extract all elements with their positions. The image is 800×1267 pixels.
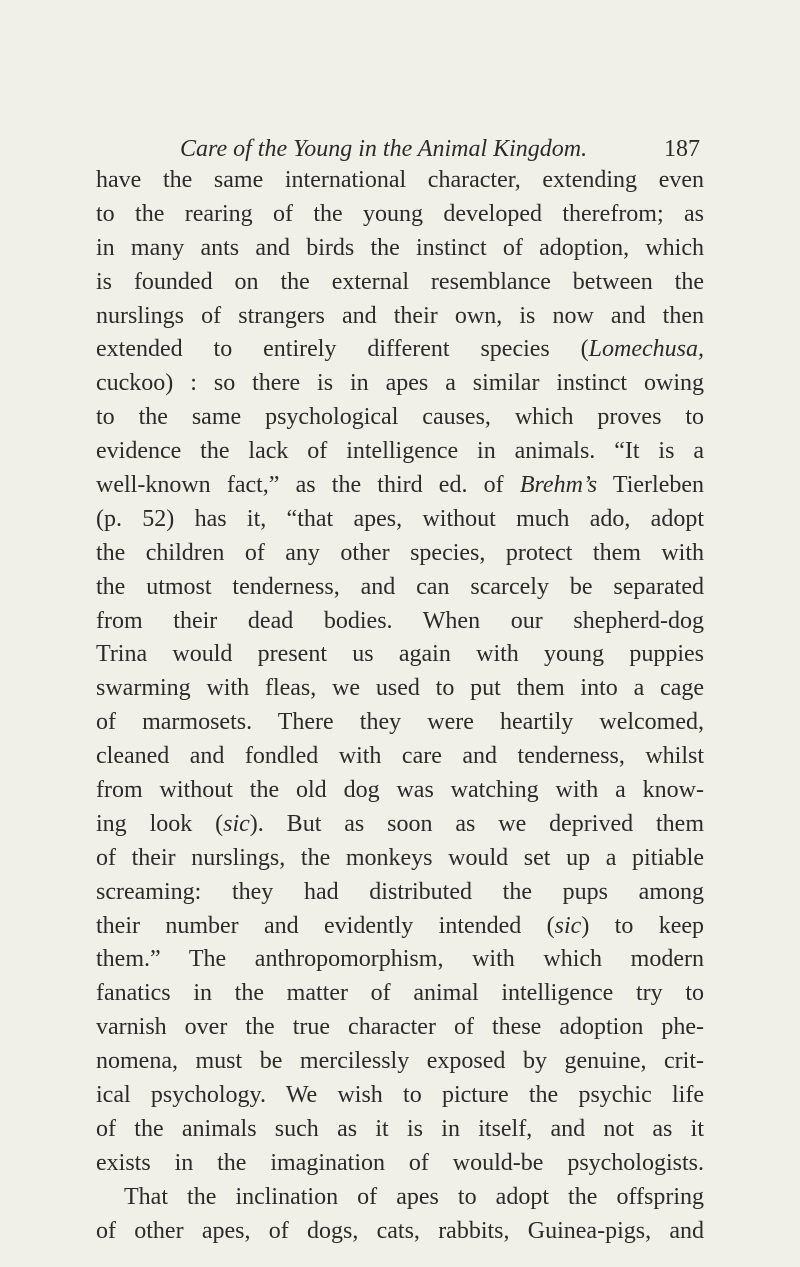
page-number: 187 bbox=[664, 136, 700, 162]
line-segment: extended to entirely different species ( bbox=[96, 336, 589, 363]
page-header bbox=[180, 136, 700, 166]
text-line: evidence the lack of intelligence in animals. “It is a bbox=[96, 438, 704, 465]
body-text bbox=[96, 164, 704, 1249]
italic-segment: Brehm’s bbox=[519, 472, 598, 499]
line-segment: well-known fact,” as the third ed. of bbox=[96, 472, 520, 499]
text-line: exists in the imagination of would-be psychologists. bbox=[96, 1149, 704, 1176]
line-segment: ). But as soon as we deprived them bbox=[249, 810, 704, 837]
text-line: screaming: they had distributed the pups among bbox=[96, 878, 704, 905]
line-segment: Tierleben bbox=[597, 472, 704, 499]
text-line: the utmost tenderness, and can scarcely be separated bbox=[96, 573, 704, 600]
text-line: cuckoo) : so there is in apes a similar instinct owing bbox=[96, 370, 704, 397]
text-line: ical psychology. We wish to picture the psychic life bbox=[96, 1082, 704, 1109]
text-line: is founded on the external resemblance between the bbox=[96, 268, 704, 295]
text-line: (p. 52) has it, “that apes, without much ado, adopt bbox=[96, 505, 704, 532]
italic-segment: sic bbox=[223, 810, 250, 837]
text-line: to the same psychological causes, which proves to bbox=[96, 404, 704, 431]
text-line: That the inclination of apes to adopt the offspring bbox=[124, 1183, 704, 1210]
text-line bbox=[96, 469, 704, 503]
line-segment: their number and evidently intended ( bbox=[96, 912, 555, 939]
text-line: to the rearing of the young developed therefrom; as bbox=[96, 200, 704, 227]
text-line: the children of any other species, protect them with bbox=[96, 539, 704, 566]
text-line: from without the old dog was watching with a know- bbox=[96, 777, 704, 804]
line-segment: ) to keep bbox=[581, 912, 704, 939]
text-line: varnish over the true character of these adoption phe- bbox=[96, 1014, 704, 1041]
italic-segment: Lomechusa, bbox=[588, 336, 704, 363]
text-line: of their nurslings, the monkeys would set up a pitiable bbox=[96, 844, 704, 871]
text-line: of other apes, of dogs, cats, rabbits, Guinea-pigs, and bbox=[96, 1217, 704, 1244]
text-line: from their dead bodies. When our shepherd-dog bbox=[96, 607, 704, 634]
italic-segment: sic bbox=[554, 912, 582, 939]
text-line: nomena, must be mercilessly exposed by genuine, crit- bbox=[96, 1048, 704, 1075]
text-line bbox=[96, 333, 704, 367]
running-title: Care of the Young in the Animal Kingdom. bbox=[180, 136, 588, 162]
text-line: Trina would present us again with young puppies bbox=[96, 641, 704, 668]
line-segment: ing look ( bbox=[96, 810, 224, 837]
text-line: have the same international character, extending even bbox=[96, 167, 704, 193]
text-line bbox=[96, 808, 704, 842]
text-line: nurslings of strangers and their own, is now and then bbox=[96, 302, 704, 329]
text-line: swarming with fleas, we used to put them into a cage bbox=[96, 675, 704, 702]
text-line: cleaned and fondled with care and tenderness, whilst bbox=[96, 743, 704, 770]
text-line: them.” The anthropomorphism, with which modern bbox=[96, 946, 704, 973]
text-line bbox=[96, 910, 704, 944]
text-line: fanatics in the matter of animal intelligence try to bbox=[96, 980, 704, 1007]
text-line: of the animals such as it is in itself, and not as it bbox=[96, 1115, 704, 1142]
text-line: of marmosets. There they were heartily welcomed, bbox=[96, 709, 704, 736]
text-line: in many ants and birds the instinct of adoption, which bbox=[96, 234, 704, 261]
